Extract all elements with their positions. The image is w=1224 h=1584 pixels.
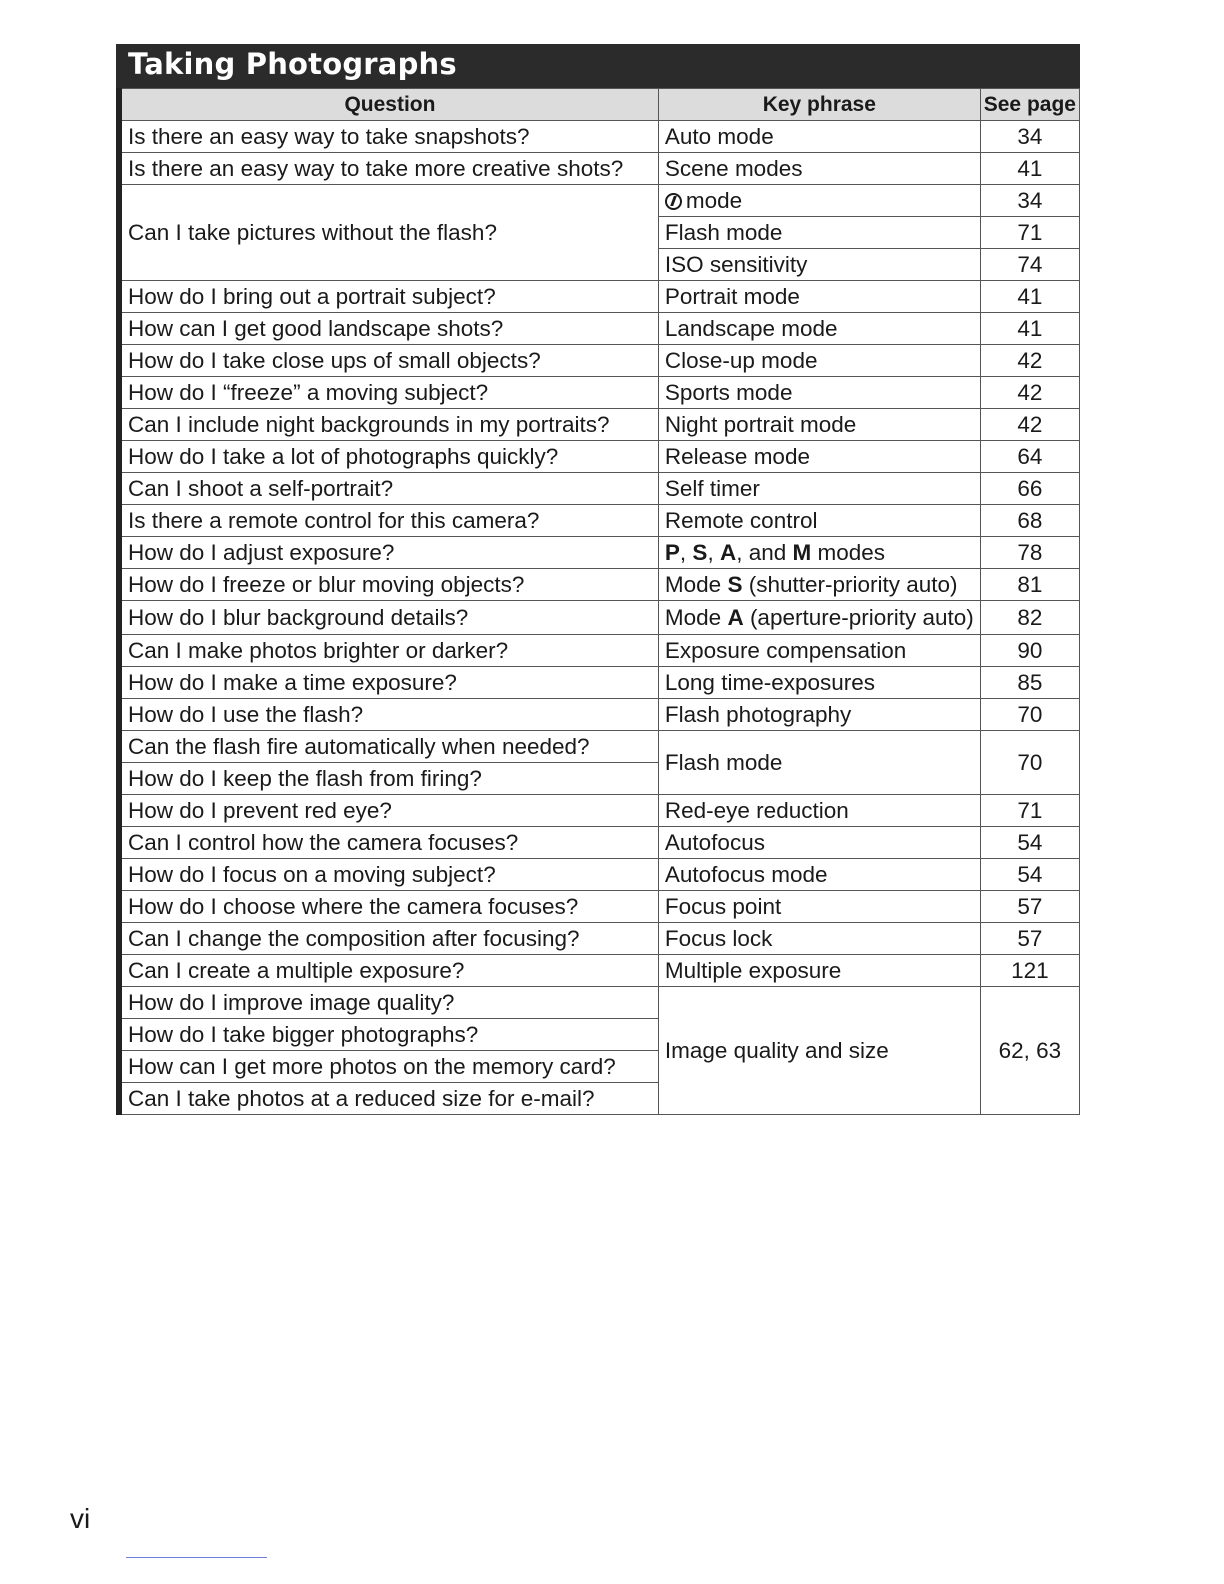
question-cell: How do I improve image quality? xyxy=(119,987,658,1019)
key-phrase-text: (shutter-priority auto) xyxy=(742,572,958,597)
page-cell: 54 xyxy=(980,827,1079,859)
page-cell: 70 xyxy=(980,699,1079,731)
question-cell: How do I use the flash? xyxy=(119,699,658,731)
page-cell: 66 xyxy=(980,473,1079,505)
key-phrase-cell: Image quality and size xyxy=(658,987,980,1115)
page-cell: 78 xyxy=(980,537,1079,569)
page-cell: 85 xyxy=(980,667,1079,699)
page-cell: 74 xyxy=(980,249,1079,281)
page-cell: 81 xyxy=(980,569,1079,601)
page-cell: 90 xyxy=(980,635,1079,667)
key-phrase-text: , xyxy=(679,540,693,565)
page-cell: 82 xyxy=(980,601,1079,635)
key-phrase-text: , xyxy=(707,540,720,565)
page-cell: 70 xyxy=(980,731,1079,795)
table-row xyxy=(119,313,1080,345)
table-row xyxy=(119,153,1080,185)
question-table xyxy=(116,88,1080,1115)
key-phrase-text: modes xyxy=(811,540,886,565)
question-cell: Can I control how the camera focuses? xyxy=(119,827,658,859)
footer-rule xyxy=(126,1557,267,1558)
question-cell: Can I create a multiple exposure? xyxy=(119,955,658,987)
table-row xyxy=(119,731,1080,763)
page-cell: 41 xyxy=(980,313,1079,345)
key-phrase-cell: Autofocus xyxy=(658,827,980,859)
key-phrase-cell: Focus point xyxy=(658,891,980,923)
key-phrase-cell: Autofocus mode xyxy=(658,859,980,891)
key-phrase-text: Mode xyxy=(664,604,728,630)
question-cell: How do I freeze or blur moving objects? xyxy=(119,569,658,601)
table-row xyxy=(119,891,1080,923)
question-cell: How do I focus on a moving subject? xyxy=(119,859,658,891)
reference-table xyxy=(116,44,1080,1115)
flash-off-mode-icon xyxy=(665,193,682,210)
key-phrase-cell: Landscape mode xyxy=(658,313,980,345)
key-phrase-text: mode xyxy=(685,188,743,213)
mode-letter-a: A xyxy=(727,604,744,630)
question-cell: How can I get more photos on the memory card? xyxy=(119,1051,658,1083)
question-cell: Can I make photos brighter or darker? xyxy=(119,635,658,667)
mode-letter-m: M xyxy=(792,540,812,565)
section-title: Taking Photographs xyxy=(116,44,1080,88)
key-phrase-cell: Sports mode xyxy=(658,377,980,409)
page-cell: 57 xyxy=(980,891,1079,923)
question-cell: How do I adjust exposure? xyxy=(119,537,658,569)
question-cell: Is there an easy way to take more creative shots? xyxy=(119,153,658,185)
key-phrase-cell xyxy=(658,537,980,569)
key-phrase-text: (aperture-priority auto) xyxy=(743,604,974,630)
question-cell: Can I take photos at a reduced size for e-mail? xyxy=(119,1083,658,1115)
question-cell: How do I blur background details? xyxy=(119,601,658,635)
page-cell: 41 xyxy=(980,153,1079,185)
mode-letter-a: A xyxy=(719,540,737,565)
table-row xyxy=(119,569,1080,601)
key-phrase-cell: Self timer xyxy=(658,473,980,505)
key-phrase-cell xyxy=(658,601,980,635)
table-row xyxy=(119,377,1080,409)
key-phrase-cell: Flash mode xyxy=(658,731,980,795)
page-cell: 62, 63 xyxy=(980,987,1079,1115)
page-cell: 42 xyxy=(980,409,1079,441)
key-phrase-cell: Exposure compensation xyxy=(658,635,980,667)
header-question: Question xyxy=(119,89,658,121)
key-phrase-cell: Long time-exposures xyxy=(658,667,980,699)
table-row xyxy=(119,345,1080,377)
key-phrase-cell: ISO sensitivity xyxy=(658,249,980,281)
key-phrase-cell: Close-up mode xyxy=(658,345,980,377)
table-row xyxy=(119,441,1080,473)
question-cell: Is there a remote control for this camera? xyxy=(119,505,658,537)
question-cell: How do I prevent red eye? xyxy=(119,795,658,827)
table-row xyxy=(119,281,1080,313)
key-phrase-cell: Night portrait mode xyxy=(658,409,980,441)
mode-letter-s: S xyxy=(727,572,743,597)
question-cell: Can I change the composition after focusing? xyxy=(119,923,658,955)
mode-letter-p: P xyxy=(664,540,680,565)
mode-letter-s: S xyxy=(692,540,708,565)
table-row xyxy=(119,667,1080,699)
question-cell: How do I “freeze” a moving subject? xyxy=(119,377,658,409)
question-cell: How do I choose where the camera focuses? xyxy=(119,891,658,923)
key-phrase-cell: Portrait mode xyxy=(658,281,980,313)
page-cell: 42 xyxy=(980,377,1079,409)
page-cell: 71 xyxy=(980,217,1079,249)
table-row xyxy=(119,699,1080,731)
table-row xyxy=(119,859,1080,891)
table-row xyxy=(119,955,1080,987)
key-phrase-text: , and xyxy=(736,540,793,565)
header-row xyxy=(119,89,1080,121)
page-number: vi xyxy=(70,1503,91,1534)
page-cell: 41 xyxy=(980,281,1079,313)
key-phrase-cell: Remote control xyxy=(658,505,980,537)
question-cell: Can I include night backgrounds in my portraits? xyxy=(119,409,658,441)
key-phrase-cell xyxy=(658,185,980,217)
table-row xyxy=(119,121,1080,153)
page-cell: 34 xyxy=(980,121,1079,153)
page-cell: 64 xyxy=(980,441,1079,473)
page-cell: 34 xyxy=(980,185,1079,217)
table-row xyxy=(119,185,1080,217)
page-cell: 121 xyxy=(980,955,1079,987)
key-phrase-cell: Red-eye reduction xyxy=(658,795,980,827)
question-cell: How do I take a lot of photographs quickly? xyxy=(119,441,658,473)
table-row xyxy=(119,473,1080,505)
header-key-phrase: Key phrase xyxy=(658,89,980,121)
table-row xyxy=(119,795,1080,827)
key-phrase-cell: Flash mode xyxy=(658,217,980,249)
question-cell: How can I get good landscape shots? xyxy=(119,313,658,345)
question-cell: How do I make a time exposure? xyxy=(119,667,658,699)
table-row xyxy=(119,409,1080,441)
page-cell: 54 xyxy=(980,859,1079,891)
key-phrase-cell: Flash photography xyxy=(658,699,980,731)
question-cell: How do I bring out a portrait subject? xyxy=(119,281,658,313)
key-phrase-text: Mode xyxy=(664,572,728,597)
table-row xyxy=(119,537,1080,569)
question-cell: How do I take bigger photographs? xyxy=(119,1019,658,1051)
key-phrase-cell: Multiple exposure xyxy=(658,955,980,987)
key-phrase-cell xyxy=(658,569,980,601)
table-row xyxy=(119,601,1080,635)
table-row xyxy=(119,827,1080,859)
page-cell: 42 xyxy=(980,345,1079,377)
table-row xyxy=(119,635,1080,667)
question-cell: Can the flash fire automatically when needed? xyxy=(119,731,658,763)
question-cell: Can I shoot a self-portrait? xyxy=(119,473,658,505)
header-see-page: See page xyxy=(980,89,1079,121)
question-cell: How do I take close ups of small objects? xyxy=(119,345,658,377)
table-row xyxy=(119,923,1080,955)
question-cell: Is there an easy way to take snapshots? xyxy=(119,121,658,153)
table-row xyxy=(119,987,1080,1019)
page-cell: 57 xyxy=(980,923,1079,955)
page-cell: 71 xyxy=(980,795,1079,827)
question-cell: How do I keep the flash from firing? xyxy=(119,763,658,795)
table-row xyxy=(119,505,1080,537)
question-cell: Can I take pictures without the flash? xyxy=(119,185,658,281)
key-phrase-cell: Scene modes xyxy=(658,153,980,185)
key-phrase-cell: Focus lock xyxy=(658,923,980,955)
key-phrase-cell: Auto mode xyxy=(658,121,980,153)
page-cell: 68 xyxy=(980,505,1079,537)
key-phrase-cell: Release mode xyxy=(658,441,980,473)
